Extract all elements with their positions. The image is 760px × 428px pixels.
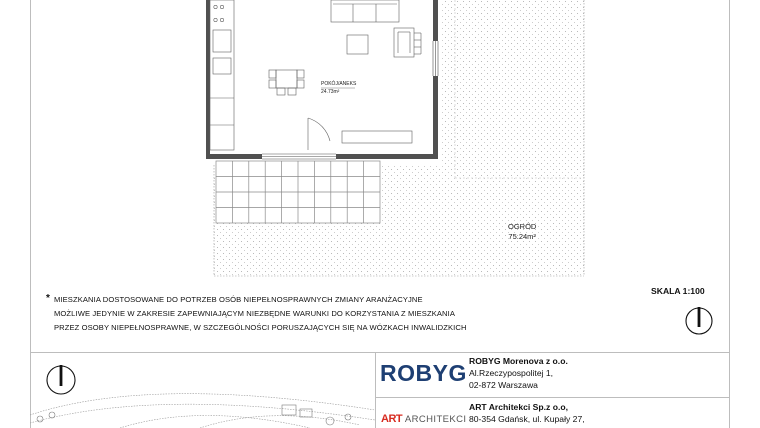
garden-area: 75.24m² (508, 232, 536, 242)
sofa (331, 0, 399, 22)
armchair (394, 28, 421, 57)
terrace-tiles (216, 161, 380, 223)
title-block-divider-horizontal (375, 397, 730, 398)
note-line-1: MIESZKANIA DOSTOSOWANE DO POTRZEB OSÓB NIEPEŁNOSPRAWNYCH ZMIANY ARANŻACYJNE (54, 295, 423, 304)
dining-table (269, 70, 304, 95)
north-arrow-icon (684, 306, 714, 336)
room-name: POKÓJ/ANEKS (321, 81, 357, 87)
architect-info (469, 401, 585, 425)
title-block-top-border (30, 352, 730, 353)
title-block-right-border (729, 352, 730, 428)
apartment-walls (206, 0, 438, 159)
site-plan-thumbnail (30, 385, 375, 428)
coffee-table (347, 35, 368, 54)
investor-name: ROBYG Morenova z o.o. (469, 356, 568, 366)
window-right (433, 41, 438, 76)
title-block-divider-vertical (375, 352, 376, 428)
architect-name: ART Architekci Sp.z o.o, (469, 402, 568, 412)
architect-address-1: 80-354 Gdańsk, ul. Kupały 27, (469, 414, 585, 424)
note-marker: * (46, 293, 50, 304)
investor-address-2: 02-872 Warszawa (469, 380, 538, 390)
investor-address-1: Al.Rzeczypospolitej 1, (469, 368, 554, 378)
sideboard (342, 131, 412, 143)
garden-name: OGRÓD (508, 222, 537, 231)
garden-label (508, 222, 536, 242)
scale-label: SKALA 1:100 (651, 286, 705, 296)
kitchen-counter (210, 0, 234, 150)
robyg-logo: ROBYG (380, 360, 467, 386)
room-area: 24.73m² (321, 89, 340, 95)
terrace-door (262, 154, 336, 159)
note-line-2: MOŻLIWE JEDYNIE W ZAKRESIE ZAPEWNIAJĄCYM NIEZBĘDNE WARUNKI DO KORZYSTANIA Z MIESZKANIA (54, 308, 455, 318)
investor-info (469, 355, 568, 391)
art-architekci-logo (381, 413, 466, 425)
art-logo-text: ARCHITEKCI (404, 414, 467, 425)
note-line-3: PRZEZ OSOBY NIEPEŁNOSPRAWNE, W SZCZEGÓLNOŚCI PORUSZAJĄCYCH SIĘ NA WÓZKACH INWALIDZKICH (54, 322, 467, 332)
art-logo-mark: ART (381, 413, 403, 425)
entry-door-swing (308, 118, 330, 150)
